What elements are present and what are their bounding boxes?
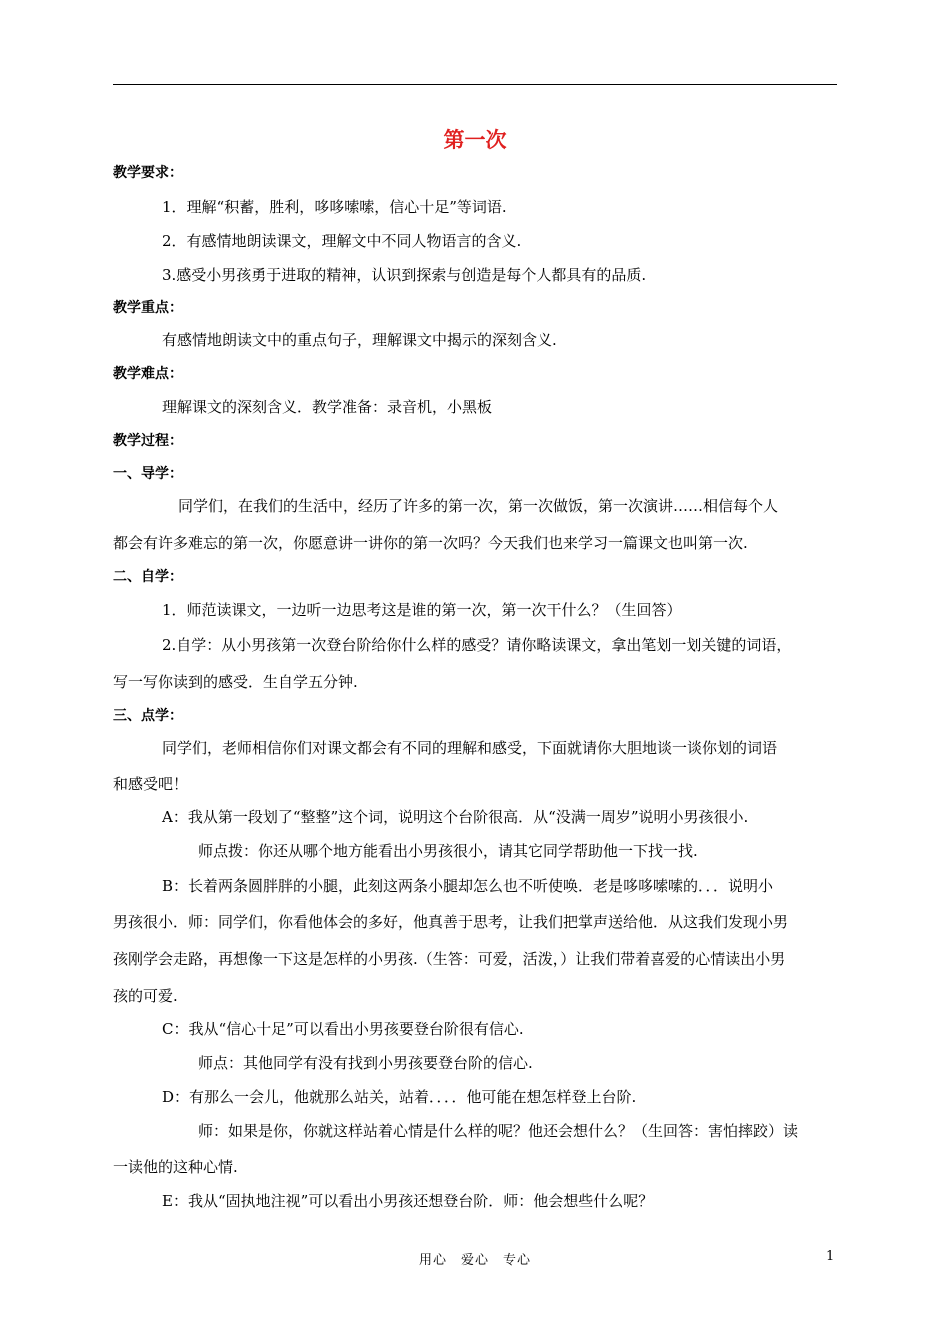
part1-paragraph-line-2: 都会有许多难忘的第一次，你愿意讲一讲你的第一次吗？今天我们也来学习一篇课文也叫第一次. bbox=[113, 534, 748, 552]
part3-heading: 三、点学： bbox=[113, 708, 183, 724]
section-heading-difficulty: 教学难点： bbox=[113, 366, 183, 382]
answer-a-text: A：我从第一段划了“整整”这个词，说明这个台阶很高．从“没满一周岁”说明小男孩很小. bbox=[162, 808, 749, 826]
answer-b-line-4: 孩的可爱. bbox=[113, 987, 178, 1005]
answer-e-text: E：我从“固执地注视”可以看出小男孩还想登台阶．师：他会想些什么呢？ bbox=[162, 1192, 654, 1210]
part2-item-2-line-1: 2.自学：从小男孩第一次登台阶给你什么样的感受？请你略读课文，拿出笔划一划关键的词语， bbox=[162, 636, 792, 654]
page-title: 第一次 bbox=[443, 128, 507, 152]
requirement-item-2: 2．有感情地朗读课文，理解文中不同人物语言的含义. bbox=[162, 232, 522, 250]
answer-d-teacher-line-2: 一读他的这种心情. bbox=[113, 1158, 238, 1176]
part2-item-2-line-2: 写一写你读到的感受．生自学五分钟. bbox=[113, 673, 358, 691]
requirement-item-1: 1．理解“积蓄，胜利，哆哆嗦嗦，信心十足”等词语. bbox=[162, 198, 507, 216]
part2-item-1: 1．师范读课文，一边听一边思考这是谁的第一次，第一次干什么？（生回答） bbox=[162, 601, 682, 619]
section-heading-requirements: 教学要求： bbox=[113, 165, 183, 181]
answer-d-text: D：有那么一会儿，他就那么站关，站着．．．．他可能在想怎样登上台阶. bbox=[162, 1088, 637, 1106]
footer-motto: 用心 爱心 专心 bbox=[418, 1253, 531, 1268]
answer-a-teacher-note: 师点拨：你还从哪个地方能看出小男孩很小，请其它同学帮助他一下找一找. bbox=[198, 842, 698, 860]
section-heading-process: 教学过程： bbox=[113, 433, 183, 449]
header-rule bbox=[113, 84, 837, 85]
answer-b-line-3: 孩刚学会走路，再想像一下这是怎样的小男孩.（生答：可爱，活泼，）让我们带着喜爱的心情读出小男 bbox=[113, 950, 786, 968]
page-number: 1 bbox=[826, 1249, 835, 1264]
requirement-item-3: 3.感受小男孩勇于进取的精神，认识到探索与创造是每个人都具有的品质. bbox=[162, 266, 647, 284]
section-heading-key-points: 教学重点： bbox=[113, 300, 183, 316]
answer-c-text: C：我从“信心十足”可以看出小男孩要登台阶很有信心. bbox=[162, 1020, 524, 1038]
part2-heading: 二、自学： bbox=[113, 569, 183, 585]
answer-b-line-1: B：长着两条圆胖胖的小腿，此刻这两条小腿却怎么也不听使唤．老是哆哆嗦嗦的．．．说明小 bbox=[162, 877, 774, 895]
part1-heading: 一、导学： bbox=[113, 466, 183, 482]
part1-paragraph-line-1: 同学们，在我们的生活中，经历了许多的第一次，第一次做饭，第一次演讲……相信每个人 bbox=[178, 497, 779, 515]
answer-b-line-2: 男孩很小．师：同学们，你看他体会的多好，他真善于思考，让我们把掌声送给他．从这我们发现小男 bbox=[113, 913, 789, 931]
part3-intro-line-1: 同学们，老师相信你们对课文都会有不同的理解和感受，下面就请你大胆地谈一谈你划的词语 bbox=[162, 739, 778, 757]
difficulty-text: 理解课文的深刻含义．教学准备：录音机，小黑板 bbox=[162, 398, 493, 416]
part3-intro-line-2: 和感受吧！ bbox=[113, 775, 189, 793]
key-points-text: 有感情地朗读文中的重点句子，理解课文中揭示的深刻含义. bbox=[162, 331, 557, 349]
answer-c-teacher-note: 师点：其他同学有没有找到小男孩要登台阶的信心. bbox=[198, 1054, 533, 1072]
answer-d-teacher-line-1: 师：如果是你，你就这样站着心情是什么样的呢？他还会想什么？（生回答：害怕摔跤）读 bbox=[198, 1122, 799, 1140]
